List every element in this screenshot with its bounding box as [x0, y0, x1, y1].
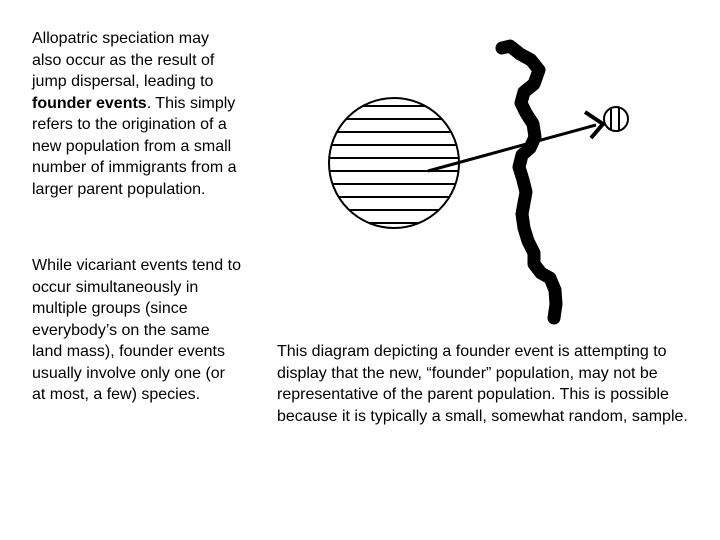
founder-population-circle	[604, 105, 628, 133]
geographic-barrier	[502, 46, 556, 318]
founder-events-term: founder events	[32, 94, 147, 112]
vicariant-paragraph: While vicariant events tend to occur simultaneously in multiple groups (since everybody’s on the same land mass), founder events usually involve only one (or at most, a few) species.	[32, 257, 241, 403]
intro-text-part1: Allopatric speciation may also occur as the result of jump dispersal, leading to	[32, 30, 215, 90]
diagram-caption: This diagram depicting a founder event is attempting to display that the new, “founder” population, may not be representative of the parent population. This is possible because it is typically a small, somewhat random, sample.	[277, 343, 688, 425]
parent-population-circle	[320, 98, 470, 228]
intro-text-part2: . This simply refers to the origination of a new population from a small number of immigrants from a larger parent population.	[32, 94, 237, 198]
